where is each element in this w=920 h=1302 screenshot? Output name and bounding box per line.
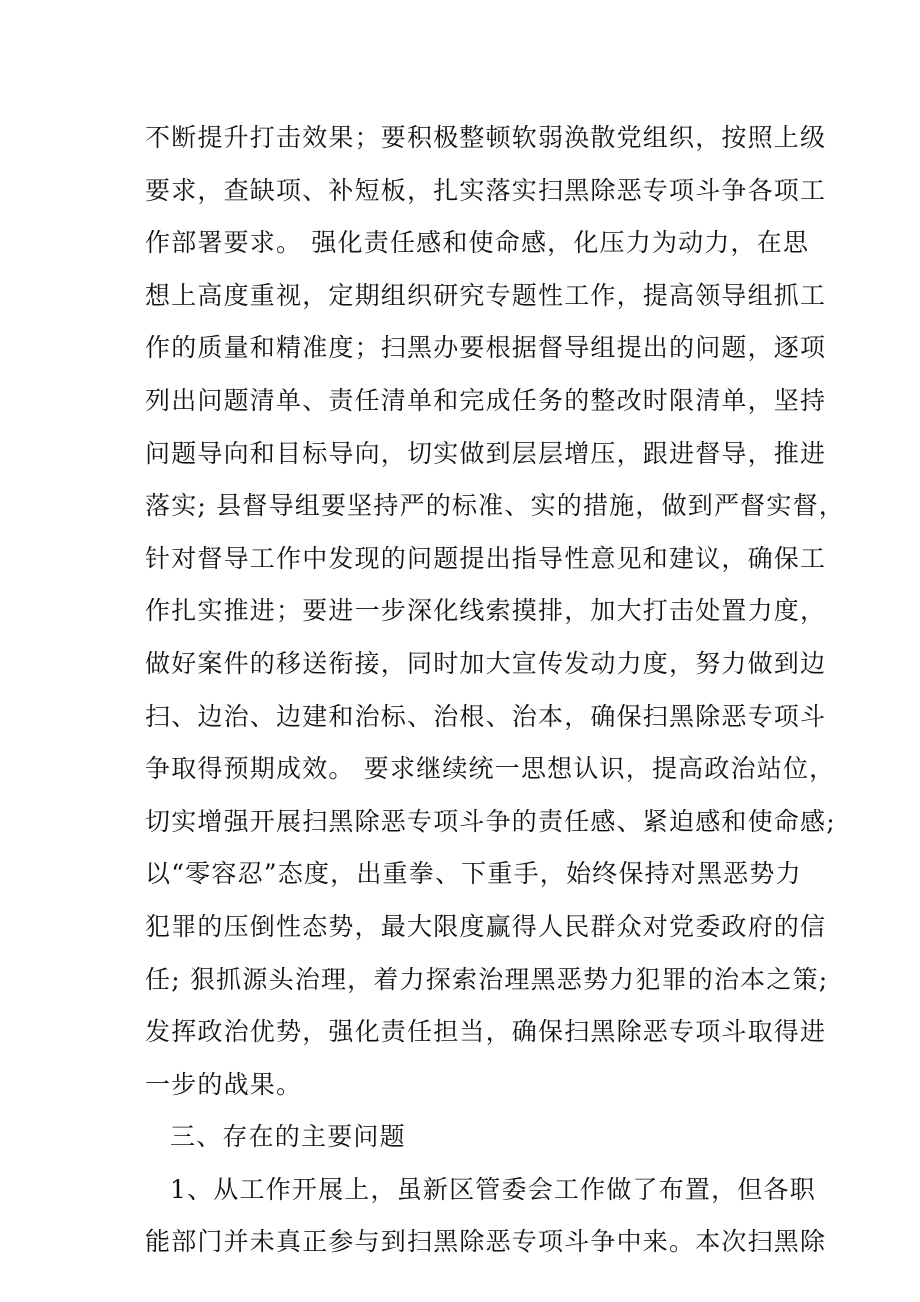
text-line: 犯罪的压倒性态势，最大限度赢得人民群众对党委政府的信: [145, 911, 827, 941]
text-line: 做好案件的移送衔接，同时加大宣传发动力度，努力做到边: [145, 648, 827, 678]
text-line: 发挥政治优势，强化责任担当，确保扫黑除恶专项斗取得进: [145, 1017, 827, 1047]
text-line: 作的质量和精准度；扫黑办要根据督导组提出的问题，逐项: [145, 333, 827, 363]
text-line: 以“零容忍”态度，出重拳、下重手，始终保持对黑恶势力: [145, 859, 802, 889]
text-line: 针对督导工作中发现的问题提出指导性意见和建议，确保工: [145, 543, 827, 573]
text-line: 作扎实推进；要进一步深化线索摸排，加大打击处置力度，: [145, 596, 827, 626]
text-line: 1、从工作开展上，虽新区管委会工作做了布置，但各职: [170, 1174, 816, 1204]
text-line: 问题导向和目标导向，切实做到层层增压，跟进督导，推进: [145, 438, 827, 468]
section-heading: 三、存在的主要问题: [170, 1122, 406, 1152]
text-line: 切实增强开展扫黑除恶专项斗争的责任感、紧迫感和使命感;: [145, 806, 836, 836]
text-line: 落实; 县督导组要坚持严的标准、实的措施，做到严督实督，: [145, 491, 845, 521]
text-line: 争取得预期成效。 要求继续统一思想认识，提高政治站位，: [145, 754, 836, 784]
text-line: 列出问题清单、责任清单和完成任务的整改时限清单，坚持: [145, 385, 827, 415]
text-line: 一步的战果。: [145, 1069, 303, 1099]
text-line: 任; 狠抓源头治理，着力探索治理黑恶势力犯罪的治本之策;: [145, 964, 829, 994]
text-line: 要求，查缺项、补短板，扎实落实扫黑除恶专项斗争各项工: [145, 175, 827, 205]
text-line: 能部门并未真正参与到扫黑除恶专项斗争中来。本次扫黑除: [145, 1227, 827, 1257]
body-text: [145, 112, 845, 1269]
text-line: 作部署要求。 强化责任感和使命感，化压力为动力，在思: [145, 228, 810, 258]
text-line: 想上高度重视，定期组织研究专题性工作，提高领导组抓工: [145, 280, 827, 310]
text-line: 扫、边治、边建和治标、治根、治本，确保扫黑除恶专项斗: [145, 701, 827, 731]
text-line: 不断提升打击效果；要积极整顿软弱涣散党组织，按照上级: [145, 123, 827, 152]
